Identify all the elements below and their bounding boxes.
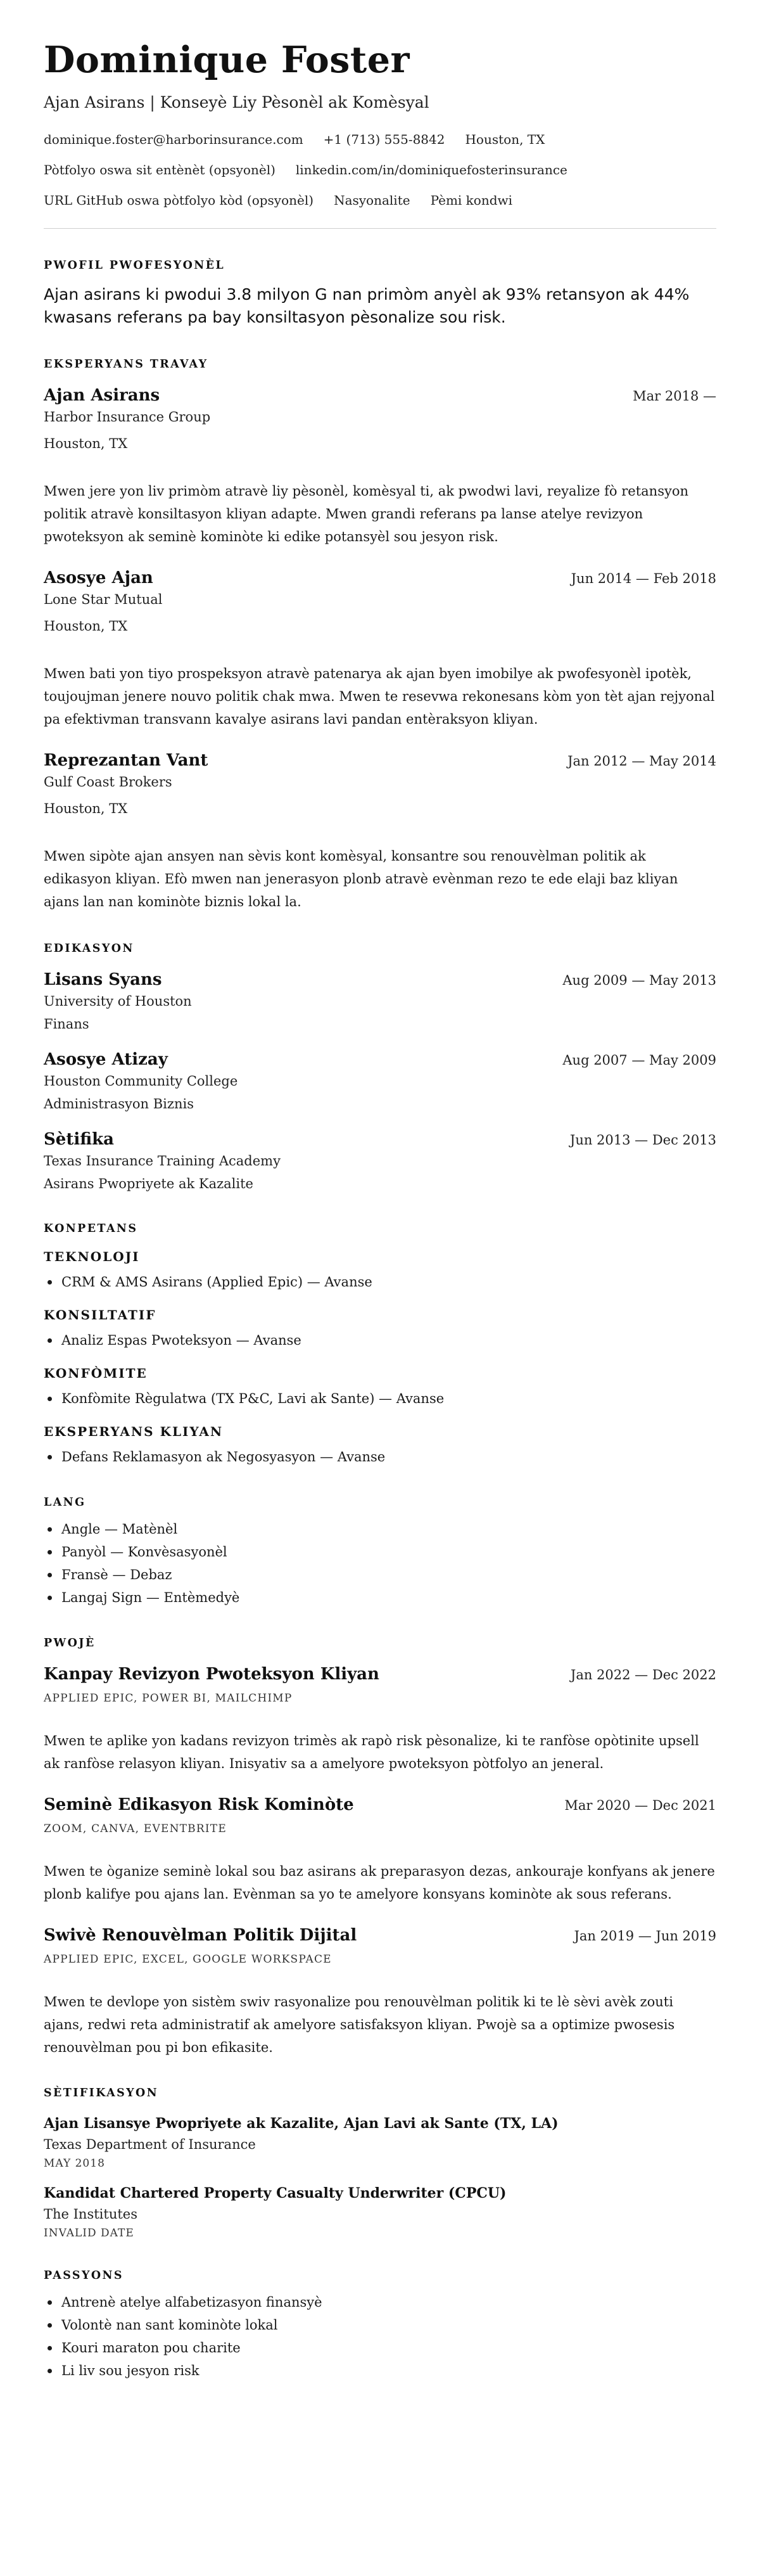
contact-row-primary — [44, 131, 716, 148]
project-tech: ZOOM, CANVA, EVENTBRITE — [44, 1823, 227, 1835]
language-item: Panyòl — Konvèsasyonèl — [44, 1541, 716, 1563]
skill-category — [44, 1248, 716, 1293]
github-text: URL GitHub oswa pòtfolyo kòd (opsyonèl) — [44, 193, 314, 208]
location-text: Houston, TX — [465, 132, 545, 147]
project-tech: APPLIED EPIC, EXCEL, GOOGLE WORKSPACE — [44, 1953, 332, 1966]
resume-header — [44, 38, 716, 209]
job-location: Houston, TX — [44, 618, 128, 634]
job-location: Houston, TX — [44, 436, 128, 451]
certification-date: INVALID DATE — [44, 2227, 134, 2240]
section-title-hobbies: PASSYONS — [44, 2269, 124, 2282]
school-name: Texas Insurance Training Academy — [44, 1153, 281, 1169]
project-dates: Mar 2020 — Dec 2021 — [564, 1798, 716, 1813]
portfolio-text: Pòtfolyo oswa sit entènèt (opsyonèl) — [44, 162, 276, 177]
skill-list — [44, 1329, 716, 1352]
field-of-study: Finans — [44, 1016, 89, 1032]
hobbies-section — [44, 2269, 716, 2382]
project-name: Seminè Edikasyon Risk Kominòte — [44, 1795, 354, 1814]
education-entry — [44, 1049, 716, 1113]
skill-category-title: EKSPERYANS KLIYAN — [44, 1424, 224, 1439]
education-dates: Aug 2009 — May 2013 — [562, 973, 716, 988]
certification-entry — [44, 2183, 716, 2241]
skill-category-title: KONFÒMITE — [44, 1366, 148, 1381]
experience-section — [44, 358, 716, 913]
permit-text: Pèmi kondwi — [430, 193, 513, 208]
job-description: Mwen bati yon tiyo prospeksyon atravè patenarya ak ajan byen imobilye ak pwofesyonèl ipotèk, toujoujman jenere nouvo politik chak mwa. Mwen te resevwa rekonesans kòm yon tèt ajan rejyonal pa efektivman transvann kavalye asirans lavi pandan entèraksyon kliyan. — [44, 666, 715, 727]
field-of-study: Asirans Pwopriyete ak Kazalite — [44, 1176, 253, 1191]
job-dates: Jan 2012 — May 2014 — [567, 753, 716, 769]
contact-row-links — [44, 161, 716, 179]
contact-row-extra — [44, 191, 716, 209]
skill-list — [44, 1387, 716, 1410]
certification-entry — [44, 2113, 716, 2172]
project-description: Mwen te aplike yon kadans revizyon trimès ak rapò risk pèsonalize, ki te ranfòse opòtinite upsell ak ranfòse relasyon kliyan. Inisyativ sa a amelyore pwoteksyon pòtfolyo an jeneral. — [44, 1733, 699, 1771]
section-title-skills: KONPETANS — [44, 1222, 138, 1235]
section-title-experience: EKSPERYANS TRAVAY — [44, 358, 208, 371]
skill-list — [44, 1445, 716, 1468]
education-entry — [44, 969, 716, 1034]
job-location: Houston, TX — [44, 801, 128, 816]
job-dates: Mar 2018 — — [633, 388, 716, 404]
certification-issuer: Texas Department of Insurance — [44, 2137, 256, 2152]
job-title: Reprezantan Vant — [44, 751, 208, 770]
project-entry — [44, 1925, 716, 2059]
hobby-item: Volontè nan sant kominòte lokal — [44, 2314, 716, 2336]
project-tech: APPLIED EPIC, POWER BI, MAILCHIMP — [44, 1692, 293, 1705]
job-company: Lone Star Mutual — [44, 592, 163, 607]
nationality-text: Nasyonalite — [334, 193, 410, 208]
job-title: Ajan Asirans — [44, 386, 160, 405]
skill-item: CRM & AMS Asirans (Applied Epic) — Avanse — [44, 1271, 716, 1293]
hobby-list — [44, 2291, 716, 2382]
project-name: Kanpay Revizyon Pwoteksyon Kliyan — [44, 1665, 379, 1684]
hobby-item: Kouri maraton pou charite — [44, 2336, 716, 2359]
skill-category — [44, 1364, 716, 1410]
school-name: University of Houston — [44, 994, 192, 1009]
skills-section — [44, 1222, 716, 1468]
degree-title: Lisans Syans — [44, 970, 162, 989]
section-title-projects: PWOJÈ — [44, 1637, 96, 1650]
skill-item: Analiz Espas Pwoteksyon — Avanse — [44, 1329, 716, 1352]
skill-item: Defans Reklamasyon ak Negosyasyon — Avanse — [44, 1445, 716, 1468]
skill-item: Konfòmite Règulatwa (TX P&C, Lavi ak Sante) — Avanse — [44, 1387, 716, 1410]
project-name: Swivè Renouvèlman Politik Dijital — [44, 1926, 357, 1945]
job-company: Harbor Insurance Group — [44, 409, 211, 425]
education-section — [44, 942, 716, 1193]
phone-text: +1 (713) 555-8842 — [323, 132, 445, 147]
project-dates: Jan 2022 — Dec 2022 — [570, 1667, 716, 1682]
hobby-item: Antrenè atelye alfabetizasyon finansyè — [44, 2291, 716, 2314]
project-dates: Jan 2019 — Jun 2019 — [574, 1928, 716, 1944]
project-description: Mwen te òganize seminè lokal sou baz asirans ak preparasyon dezas, ankouraje konfyans ak jenere plonb kalifye pou ajans lan. Evènman sa yo te amelyore konsyans kominòte ak sous referans. — [44, 1864, 715, 1902]
certification-name: Ajan Lisansye Pwopriyete ak Kazalite, Ajan Lavi ak Sante (TX, LA) — [44, 2115, 559, 2132]
section-title-education: EDIKASYON — [44, 942, 134, 955]
email-text: dominique.foster@harborinsurance.com — [44, 132, 303, 147]
job-dates: Jun 2014 — Feb 2018 — [571, 571, 716, 586]
school-name: Houston Community College — [44, 1073, 238, 1089]
skill-category — [44, 1306, 716, 1352]
degree-title: Asosye Atizay — [44, 1050, 168, 1069]
skill-category-title: KONSILTATIF — [44, 1307, 156, 1323]
project-entry — [44, 1663, 716, 1775]
profile-summary: Ajan asirans ki pwodui 3.8 milyon G nan primòm anyèl ak 93% retansyon ak 44% kwasans referans pa bay konsiltasyon pèsonalize sou risk. — [44, 285, 690, 326]
section-title-profile: PWOFIL PWOFESYONÈL — [44, 259, 225, 272]
experience-entry — [44, 385, 716, 548]
language-item: Angle — Matènèl — [44, 1518, 716, 1541]
language-item: Langaj Sign — Entèmedyè — [44, 1586, 716, 1609]
certification-name: Kandidat Chartered Property Casualty Underwriter (CPCU) — [44, 2185, 507, 2201]
certifications-section — [44, 2087, 716, 2241]
field-of-study: Administrasyon Biznis — [44, 1096, 194, 1112]
job-company: Gulf Coast Brokers — [44, 774, 172, 790]
skill-list — [44, 1271, 716, 1293]
projects-section — [44, 1637, 716, 2059]
project-entry — [44, 1794, 716, 1906]
education-dates: Aug 2007 — May 2009 — [562, 1053, 716, 1068]
education-dates: Jun 2013 — Dec 2013 — [569, 1132, 716, 1148]
candidate-headline: Ajan Asirans | Konseyè Liy Pèsonèl ak Komèsyal — [44, 93, 429, 112]
certification-date: MAY 2018 — [44, 2157, 105, 2170]
language-list — [44, 1518, 716, 1609]
job-description: Mwen jere yon liv primòm atravè liy pèsonèl, komèsyal ti, ak pwodwi lavi, reyalize fò retansyon politik atravè konsiltasyon kliyan adapte. Mwen grandi referans pa lanse atelye revizyon pwoteksyon ak seminè kominòte ki edike potansyèl sou jesyon risk. — [44, 484, 688, 544]
linkedin-text: linkedin.com/in/dominiquefosterinsurance — [295, 162, 567, 177]
education-entry — [44, 1129, 716, 1193]
job-title: Asosye Ajan — [44, 568, 153, 587]
header-divider — [44, 228, 716, 229]
experience-entry — [44, 567, 716, 731]
experience-entry — [44, 750, 716, 913]
languages-section — [44, 1496, 716, 1609]
hobby-item: Li liv sou jesyon risk — [44, 2359, 716, 2382]
degree-title: Sètifika — [44, 1130, 114, 1149]
skill-category — [44, 1423, 716, 1468]
project-description: Mwen te devlope yon sistèm swiv rasyonalize pou renouvèlman politik ki te lè sèvi avèk zouti ajans, redwi reta administratif ak amelyore satisfaksyon kliyan. Pwojè sa a optimize pwosesis renouvèlman pou pi bon efikasite. — [44, 1994, 675, 2055]
job-description: Mwen sipòte ajan ansyen nan sèvis kont komèsyal, konsantre sou renouvèlman politik ak edikasyon kliyan. Efò mwen nan jenerasyon plonb atravè evènman rezo te ede elaji baz kliyan ajans lan nan kominòte biznis lokal la. — [44, 849, 678, 909]
section-title-languages: LANG — [44, 1496, 86, 1509]
candidate-name: Dominique Foster — [44, 39, 410, 81]
skill-category-title: TEKNOLOJI — [44, 1249, 140, 1264]
profile-section — [44, 259, 716, 329]
language-item: Fransè — Debaz — [44, 1563, 716, 1586]
section-title-certifications: SÈTIFIKASYON — [44, 2087, 159, 2099]
certification-issuer: The Institutes — [44, 2207, 137, 2222]
